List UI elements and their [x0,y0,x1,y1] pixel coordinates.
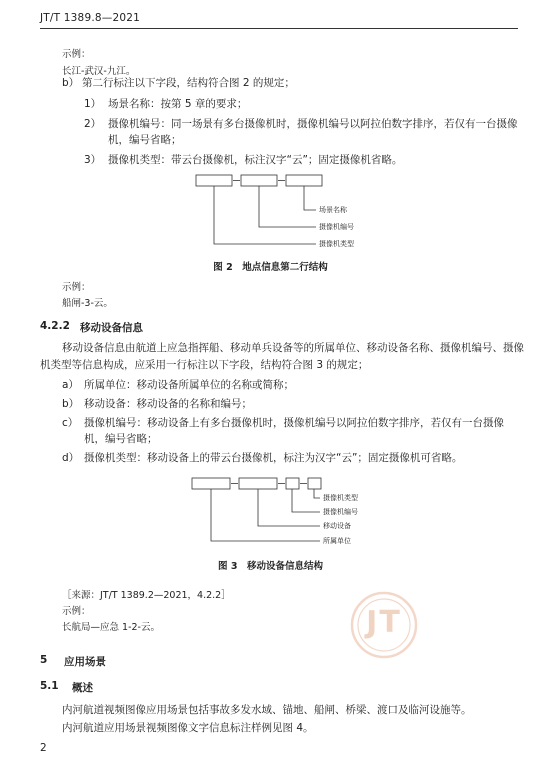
field-box [196,175,232,186]
document-code: JT/T 1389.8—2021 [40,12,140,24]
watermark-logo [338,590,430,660]
section-number: 4.2.2 [40,320,70,332]
list-item-text-cont: 机，编号省略； [84,433,158,445]
page-number: 2 [40,742,47,754]
leader-line [214,186,316,244]
source-note: ［来源：JT/T 1389.2—2021，4.2.2］ [62,590,231,601]
example-label: 示例： [62,282,91,293]
sub-marker: 1） [84,98,102,110]
list-item-text: 摄像机编号：移动设备上有多台摄像机时，摄像机编号以阿拉伯数字排序，若仅有一台摄像 [84,417,504,429]
paragraph-line: 机类型等信息构成，应采用一行标注以下字段，结构符合图 3 的规定； [40,359,369,371]
example-label: 示例： [62,606,91,617]
diagram-label: 移动设备 [323,522,351,530]
diagram-label: 摄像机编号 [323,508,358,516]
diagram-label: 场景名称 [319,206,347,214]
leader-line [292,489,320,512]
sub-marker: 3） [84,154,102,166]
leader-line [258,489,320,526]
watermark-text: JT [366,605,402,640]
diagram-label: 所属单位 [323,537,351,545]
leader-line [259,186,316,227]
leader-line [304,186,316,210]
sub-item-text-cont: 机，编号省略； [108,134,182,146]
field-box [286,478,299,489]
field-box [192,478,230,489]
list-marker: b） [62,398,80,410]
diagram-label: 摄像机编号 [319,223,354,231]
list-item-text: 第二行标注以下字段，结构符合图 2 的规定； [82,77,295,89]
sub-item-text: 摄像机类型：带云台摄像机，标注汉字“云”；固定摄像机省略。 [108,154,403,166]
figure-3-caption: 图 3 移动设备信息结构 [218,561,323,572]
list-item-text: 移动设备：移动设备的名称和编号； [84,398,252,410]
example-label: 示例： [62,49,91,60]
list-marker: c） [62,417,79,429]
diagram-label: 摄像机类型 [323,494,358,502]
section-number: 5.1 [40,680,59,692]
paragraph-line: 内河航道视频图像应用场景包括事故多发水域、锚地、船闸、桥梁、渡口及临河设施等。 [62,704,472,716]
list-marker: a） [62,379,79,391]
example-text: 船闸-3-云。 [62,298,113,309]
list-item-text: 摄像机类型：移动设备上的带云台摄像机，标注为汉字“云”；固定摄像机可省略。 [84,452,463,464]
leader-line [314,489,320,498]
diagram-label: 摄像机类型 [319,240,354,248]
section-title: 概述 [72,682,93,694]
list-marker: d） [62,452,80,464]
list-item-text: 所属单位：移动设备所属单位的名称或简称； [84,379,294,391]
sub-item-text: 摄像机编号：同一场景有多台摄像机时，摄像机编号以阿拉伯数字排序，若仅有一台摄像 [108,118,518,130]
section-number: 5 [40,654,48,666]
field-box [239,478,277,489]
leader-line [211,489,320,541]
figure-2-caption: 图 2 地点信息第二行结构 [213,262,328,273]
section-title: 应用场景 [64,656,106,668]
sub-item-text: 场景名称：按第 5 章的要求； [108,98,248,110]
header-rule [40,28,518,29]
section-title: 移动设备信息 [80,322,143,334]
field-box [308,478,321,489]
paragraph-line: 移动设备信息由航道上应急指挥船、移动单兵设备等的所属单位、移动设备名称、摄像机编号、摄像 [62,342,524,354]
sub-marker: 2） [84,118,102,130]
field-box [286,175,322,186]
example-text: 长航局—应急 1-2-云。 [62,622,160,633]
list-marker: b） [62,77,80,89]
paragraph-line: 内河航道应用场景视频图像文字信息标注样例见图 4。 [62,722,314,734]
example-text: 长江-武汉-九江。 [62,66,136,77]
field-box [241,175,277,186]
